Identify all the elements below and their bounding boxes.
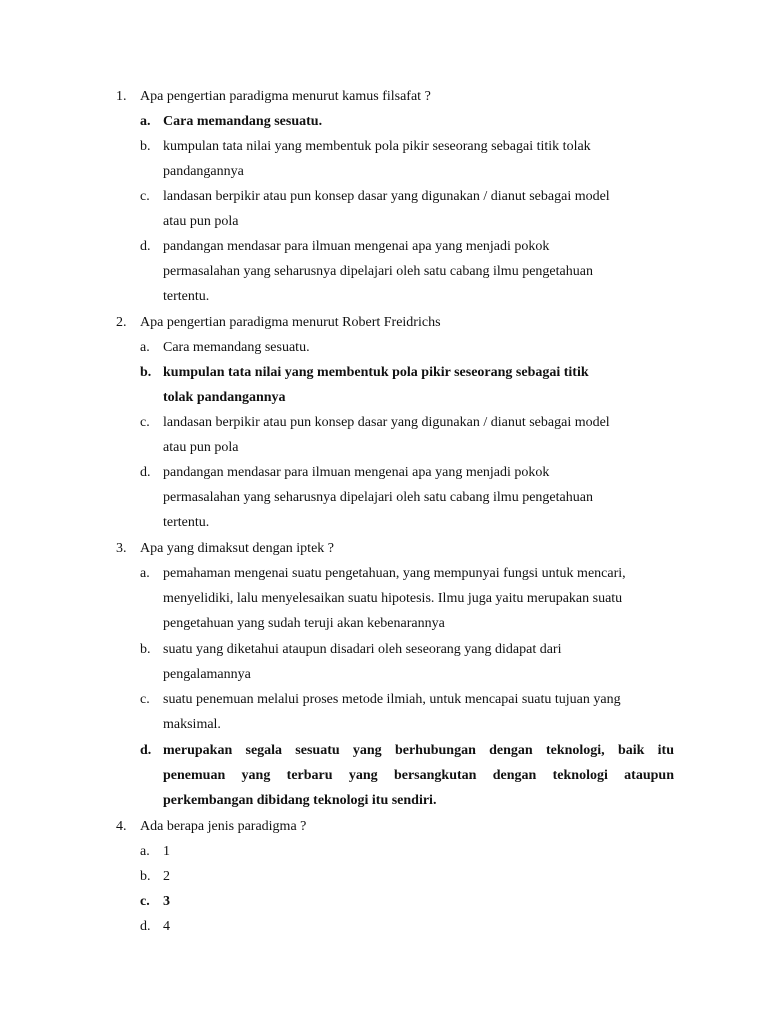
option-text: permasalahan yang seharusnya dipelajari oleh satu cabang ilmu pengetahuan (163, 490, 593, 505)
option-text: 3 (163, 894, 170, 909)
question-number: 2. (116, 315, 127, 330)
option-text: 1 (163, 844, 170, 859)
question-text: Ada berapa jenis paradigma ? (140, 819, 307, 834)
option-text: landasan berpikir atau pun konsep dasar yang digunakan / dianut sebagai model (163, 189, 610, 204)
option-label: a. (140, 340, 150, 355)
option-text: tertentu. (163, 515, 210, 530)
question-number: 4. (116, 819, 127, 834)
option-label: c. (140, 415, 150, 430)
option-text: pandangan mendasar para ilmuan mengenai apa yang menjadi pokok (163, 239, 550, 254)
option-text: atau pun pola (163, 214, 239, 229)
option-label: a. (140, 844, 150, 859)
option-text: tertentu. (163, 289, 210, 304)
option-label: a. (140, 114, 151, 129)
option-text: pengalamannya (163, 667, 251, 682)
option-text: pandangannya (163, 164, 244, 179)
question-text: Apa yang dimaksut dengan iptek ? (140, 541, 335, 556)
option-text: 4 (163, 919, 170, 934)
option-text: kumpulan tata nilai yang membentuk pola pikir seseorang sebagai titik (163, 365, 589, 380)
option-text: landasan berpikir atau pun konsep dasar yang digunakan / dianut sebagai model (163, 415, 610, 430)
option-text: merupakan segala sesuatu yang berhubungan dengan teknologi, baik itu (163, 743, 674, 758)
option-label: d. (140, 465, 151, 480)
question-number: 3. (116, 541, 127, 556)
question-text: Apa pengertian paradigma menurut Robert Freidrichs (140, 315, 441, 330)
option-label: c. (140, 894, 150, 909)
option-label: a. (140, 566, 150, 581)
option-label: b. (140, 642, 151, 657)
option-text: pandangan mendasar para ilmuan mengenai apa yang menjadi pokok (163, 465, 550, 480)
option-text: tolak pandangannya (163, 390, 286, 405)
option-text: suatu penemuan melalui proses metode ilmiah, untuk mencapai suatu tujuan yang (163, 692, 621, 707)
option-text: Cara memandang sesuatu. (163, 340, 310, 355)
option-label: d. (140, 239, 151, 254)
question-text: Apa pengertian paradigma menurut kamus filsafat ? (140, 89, 431, 104)
option-text: atau pun pola (163, 440, 239, 455)
option-text: 2 (163, 869, 170, 884)
option-text: perkembangan dibidang teknologi itu sendiri. (163, 793, 437, 808)
option-text: permasalahan yang seharusnya dipelajari oleh satu cabang ilmu pengetahuan (163, 264, 593, 279)
option-label: b. (140, 365, 152, 380)
question-number: 1. (116, 89, 127, 104)
option-text: maksimal. (163, 717, 221, 732)
option-label: c. (140, 692, 150, 707)
option-label: b. (140, 139, 151, 154)
option-label: c. (140, 189, 150, 204)
option-label: b. (140, 869, 151, 884)
option-text: pemahaman mengenai suatu pengetahuan, yang mempunyai fungsi untuk mencari, (163, 566, 626, 581)
option-label: d. (140, 743, 152, 758)
option-text: Cara memandang sesuatu. (163, 114, 323, 129)
option-text: penemuan yang terbaru yang bersangkutan dengan teknologi ataupun (163, 768, 674, 783)
option-text: suatu yang diketahui ataupun disadari oleh seseorang yang didapat dari (163, 642, 562, 657)
option-text: kumpulan tata nilai yang membentuk pola pikir seseorang sebagai titik tolak (163, 139, 591, 154)
option-text: menyelidiki, lalu menyelesaikan suatu hipotesis. Ilmu juga yaitu merupakan suatu (163, 591, 623, 606)
option-text: pengetahuan yang sudah teruji akan kebenarannya (163, 616, 445, 631)
option-label: d. (140, 919, 151, 934)
